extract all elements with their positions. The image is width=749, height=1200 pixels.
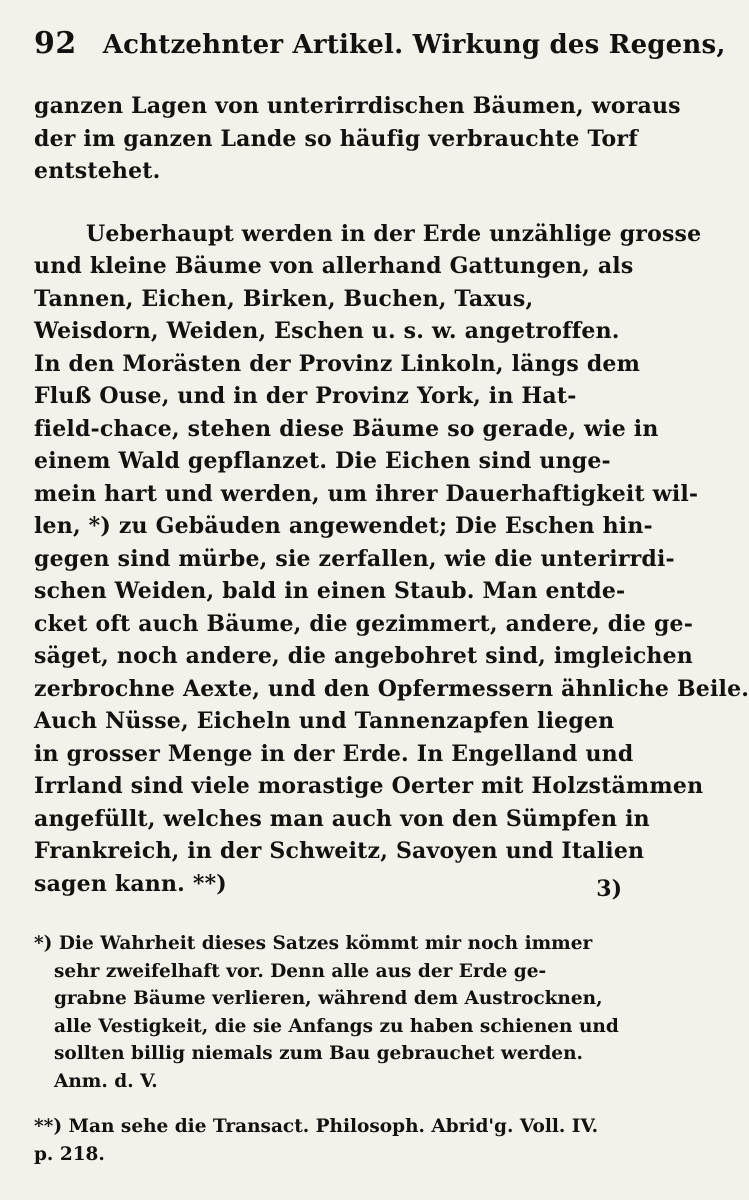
text-line: säget, noch andere, die angebohret sind, imgleichen (34, 643, 693, 669)
footnote-1 (34, 930, 624, 1095)
footnote-line: *) Die Wahrheit dieses Satzes kömmt mir noch immer (34, 933, 593, 954)
running-title: Achtzehnter Artikel. Wirkung des Regens, (102, 30, 726, 60)
text-line: field-chace, stehen diese Bäume so gerade, wie in (34, 415, 659, 442)
text-line: gegen sind mürbe, sie zerfallen, wie die unterirrdi- (34, 545, 675, 572)
text-line: schen Weiden, bald in einen Staub. Man entde- (34, 578, 626, 604)
text-line: zerbrochne Aexte, und den Opfermessern ähnliche Beile. (34, 675, 749, 702)
page-number: 92 (34, 26, 77, 61)
footnote-2 (34, 1113, 624, 1168)
text-line: Ueberhaupt werden in der Erde unzählige grosse (86, 220, 702, 247)
text-line: Weisdorn, Weiden, Eschen u. s. w. angetroffen. (34, 318, 620, 344)
text-line: Frankreich, in der Schweitz, Savoyen und Italien (34, 838, 645, 864)
text-line: len, *) zu Gebäuden angewendet; Die Eschen hin- (34, 513, 653, 539)
text-line: und kleine Bäume von allerhand Gattungen, als (34, 253, 634, 279)
footnotes (34, 930, 624, 1168)
text-line: Fluß Ouse, und in der Provinz York, in Hat- (34, 383, 577, 409)
footnote-line: **) Man sehe die Transact. Philosoph. Abrid'g. Voll. IV. (34, 1116, 599, 1137)
footnote-line: Anm. d. V. (54, 1070, 158, 1092)
text-line: cket oft auch Bäume, die gezimmert, andere, die ge- (34, 610, 694, 637)
footnote-line: p. 218. (34, 1143, 105, 1165)
footnote-line: sollten billig niemals zum Bau gebrauchet werden. (54, 1043, 583, 1064)
text-line: In den Morästen der Provinz Linkoln, längs dem (34, 350, 641, 377)
paragraph-continuation (34, 90, 681, 188)
text-line: Auch Nüsse, Eicheln und Tannenzapfen liegen (34, 708, 615, 734)
page-header (34, 26, 726, 70)
text-line: ganzen Lagen von unterirrdischen Bäumen, woraus (34, 93, 681, 119)
text-line: einem Wald gepflanzet. Die Eichen sind unge- (34, 448, 611, 474)
catchword: 3) (596, 876, 622, 902)
text-line: der im ganzen Lande so häufig verbrauchte Torf (34, 125, 638, 152)
paragraph-trees-in-earth (34, 218, 749, 901)
footnote-line: sehr zweifelhaft vor. Denn alle aus der Erde ge- (54, 960, 547, 982)
text-line: sagen kann. **) (34, 870, 227, 897)
footnote-line: grabne Bäume verlieren, während dem Austrocknen, (54, 988, 603, 1009)
text-line: angefüllt, welches man auch von den Sümpfen in (34, 805, 650, 832)
text-line: Irrland sind viele morastige Oerter mit Holzstämmen (34, 773, 704, 799)
footnote-line: alle Vestigkeit, die sie Anfangs zu haben schienen und (54, 1015, 619, 1037)
text-line: mein hart und werden, um ihrer Dauerhaftigkeit wil- (34, 480, 699, 507)
text-line: entstehet. (34, 158, 161, 184)
text-line: Tannen, Eichen, Birken, Buchen, Taxus, (34, 285, 534, 312)
main-text (34, 90, 749, 900)
text-line: in grosser Menge in der Erde. In Engelland und (34, 740, 634, 767)
